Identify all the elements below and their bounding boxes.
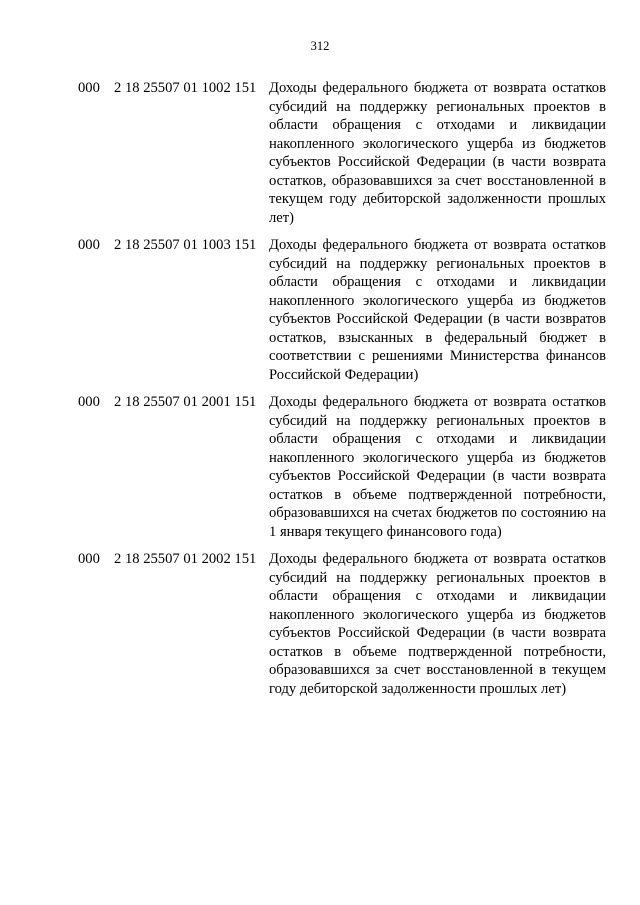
- income-description: Доходы федерального бюджета от возврата остатков субсидий на поддержку региональных проектов в области обращения с отходами и ликвидации накопленного экологического ущерба из бюджетов субъектов Российской Федерации (в части возвратов остатков, взысканных в федеральный бюджет в соответствии с решениями Министерства финансов Российской Федерации): [269, 237, 606, 383]
- income-description: Доходы федерального бюджета от возврата остатков субсидий на поддержку региональных проектов в области обращения с отходами и ликвидации накопленного экологического ущерба из бюджетов субъектов Российской Федерации (в части возврата остатков, образовавшихся за счет восстановленной в текущем году дебиторской задолженности прошлых лет): [269, 80, 606, 226]
- budget-classification-code: 2 18 25507 01 2002 151: [114, 551, 257, 567]
- budget-classification-code: 2 18 25507 01 2001 151: [114, 394, 257, 410]
- budget-classification-code: 2 18 25507 01 1003 151: [114, 237, 257, 253]
- admin-code: 000: [78, 237, 100, 253]
- admin-code: 000: [78, 394, 100, 410]
- table-row: [78, 393, 608, 541]
- table-row: [78, 236, 608, 384]
- table-row: [78, 550, 608, 698]
- admin-code: 000: [78, 551, 100, 567]
- budget-classification-code: 2 18 25507 01 1002 151: [114, 80, 257, 96]
- table-row: [78, 79, 608, 227]
- income-description: Доходы федерального бюджета от возврата остатков субсидий на поддержку региональных проектов в области обращения с отходами и ликвидации накопленного экологического ущерба из бюджетов субъектов Российской Федерации (в части возврата остатков в объеме подтвержденной потребности, образовавшихся за счет восстановленной в текущем году дебиторской задолженности прошлых лет): [269, 551, 606, 697]
- admin-code: 000: [78, 80, 100, 96]
- page-number: 312: [310, 39, 330, 53]
- budget-code-table: [78, 79, 608, 707]
- income-description: Доходы федерального бюджета от возврата остатков субсидий на поддержку региональных проектов в области обращения с отходами и ликвидации накопленного экологического ущерба из бюджетов субъектов Российской Федерации (в части возврата остатков в объеме подтвержденной потребности, образовавшихся на счетах бюджетов по состоянию на 1 января текущего финансового года): [269, 394, 606, 540]
